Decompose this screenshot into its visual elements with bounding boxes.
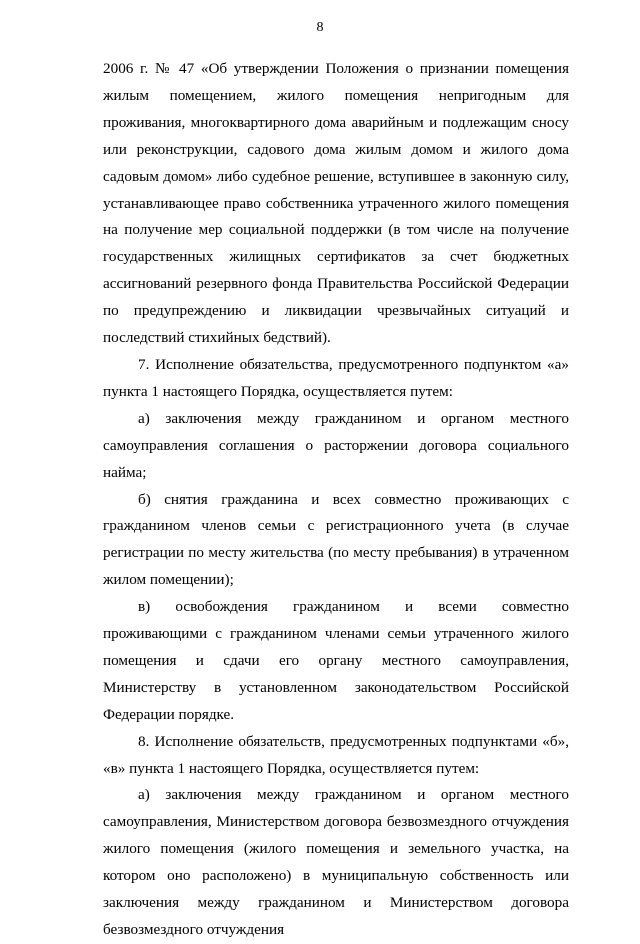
document-body [103, 56, 569, 944]
paragraph-item-8a: а) заключения между гражданином и органом местного самоуправления, Министерством договора безвозмездного отчуждения жилого помещения (жилого помещения и земельного участка, на котором оно расположено) в муниципальную собственность или заключения между гражданином и Министерством договора безвозмездного отчуждения [103, 786, 569, 938]
page-number: 8 [316, 20, 324, 35]
paragraph-item-7a: а) заключения между гражданином и органом местного самоуправления соглашения о расторжении договора социального найма; [103, 409, 569, 481]
paragraph-continuation: 2006 г. № 47 «Об утверждении Положения о признании помещения жилым помещением, жилого помещения непригодным для проживания, многоквартирного дома аварийным и подлежащим сносу или реконструкции, садового дома жилым домом и жилого дома садовым домом» либо судебное решение, вступившее в законную силу, устанавливающее право собственника утраченного жилого помещения на получение мер социальной поддержки (в том числе на получение государственных жилищных сертификатов за счет бюджетных ассигнований резервного фонда Правительства Российской Федерации по предупреждению и ликвидации чрезвычайных ситуаций и последствий стихийных бедствий). [103, 60, 569, 347]
paragraph-item-8: 8. Исполнение обязательств, предусмотренных подпунктами «б», «в» пункта 1 настоящего Порядка, осуществляется путем: [103, 732, 569, 777]
paragraph-item-7b: б) снятия гражданина и всех совместно проживающих с гражданином членов семьи с регистрационного учета (в случае регистрации по месту жительства (по месту пребывания) в утраченном жилом помещении); [103, 490, 569, 589]
paragraph-item-7c: в) освобождения гражданином и всеми совместно проживающими с гражданином членами семьи утраченного жилого помещения и сдачи его органу местного самоуправления, Министерству в установленном законодательством Российской Федерации порядке. [103, 598, 569, 723]
paragraph-item-7: 7. Исполнение обязательства, предусмотренного подпунктом «а» пункта 1 настоящего Порядка, осуществляется путем: [103, 355, 569, 400]
